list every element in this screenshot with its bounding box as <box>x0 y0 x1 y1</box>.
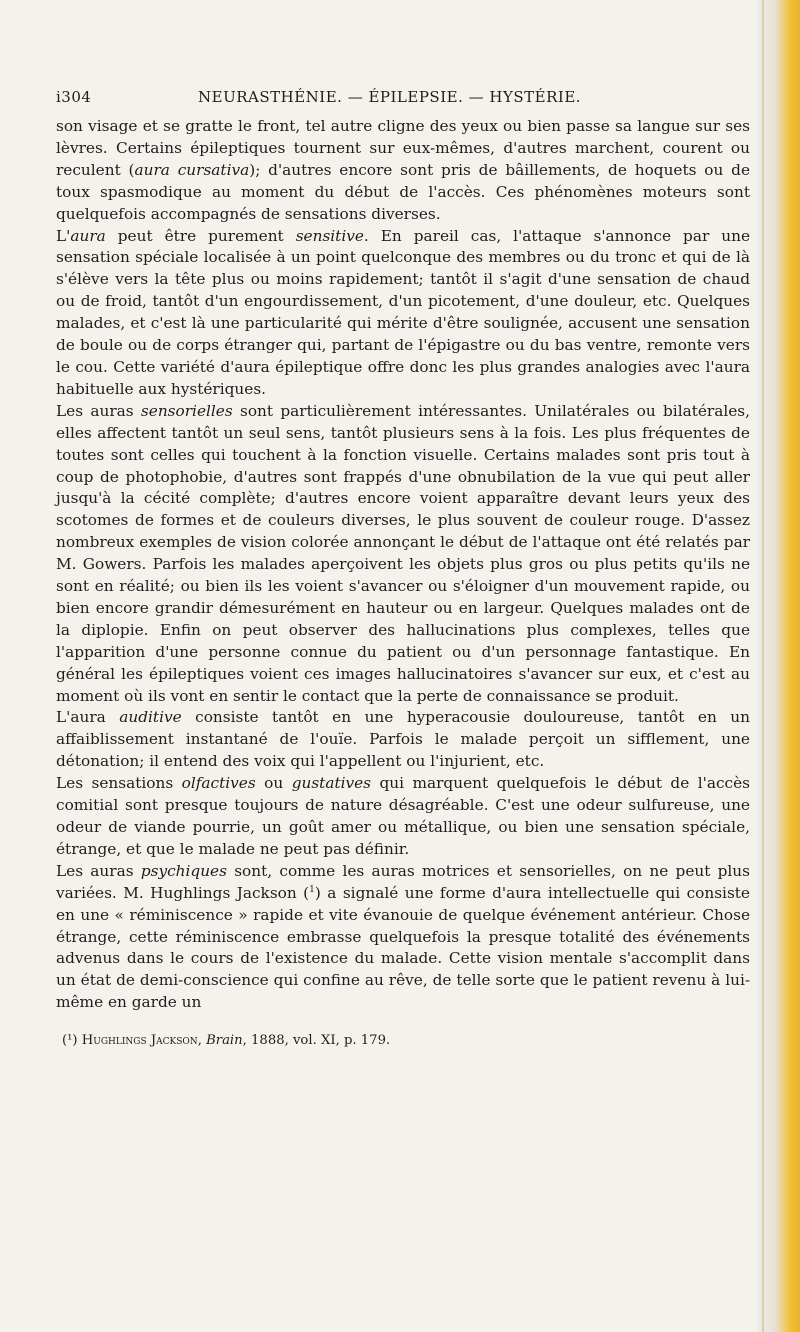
page-content <box>56 88 750 1050</box>
page-edge <box>758 0 800 1332</box>
paragraph <box>56 707 750 773</box>
text-segment: L'aura <box>56 708 120 727</box>
text-segment: consiste tantôt en une hyperacousie douloureuse, tantôt en un affaiblissement instantané de l'ouïe. Parfois le malade perçoit un sifflement, une détonation; il entend des voix qui l'appellent ou l'injurient, etc. <box>56 708 750 771</box>
text-segment: ou <box>255 774 292 793</box>
text-segment: L' <box>56 226 71 245</box>
paragraph <box>56 401 750 708</box>
italic-term: gustatives <box>291 774 372 793</box>
text-segment: Les auras <box>56 861 141 880</box>
text-segment: Les sensations <box>56 774 182 793</box>
footnote-ref: 1 <box>309 884 315 895</box>
footnote-author: Hughlings Jackson <box>81 1033 198 1049</box>
text-segment: son visage et se gratte le front, tel autre cligne des yeux ou bien passe sa langue sur ses lèvres. Certains épileptiques tournent sur eux-mêmes, d'autres marchent, courent ou reculent ( <box>56 117 750 179</box>
italic-term: psychiques <box>140 861 227 880</box>
text-segment: qui marquent quelquefois le début de l'accès comitial sont presque toujours de nature désagréable. C'est une odeur sulfureuse, une odeur de viande pourrie, un goût amer ou métallique, ou bien une sensation spéciale, étrange, et que le malade ne peut pas définir. <box>56 774 750 858</box>
text-segment: ) a signalé une forme d'aura intellectuelle qui consiste en une « réminiscence » rapide et vite évanouie de quelque événement antérieur. Chose étrange, cette réminiscence embrasse quelquefois la presque totalité des événements advenus dans le cours de l'existence du malade. Cette vision mentale s'accomplit dans un état de demi-conscience qui confine au rêve, de telle sorte que le patient revenu à lui-même en garde un <box>56 883 750 1012</box>
text-segment: sont particulièrement intéressantes. Unilatérales ou bilatérales, elles affectent tantôt un seul sens, tantôt plusieurs sens à la fois. Les plus fréquentes de toutes sont celles qui touchent à la fonction visuelle. Certains malades sont pris tout à coup de photophobie, d'autres sont frappés d'une obnubilation de la vue qui peut aller jusqu'à la cécité complète; d'autres encore voient apparaître devant leurs yeux des scotomes de formes et de couleurs diverses, le plus souvent de couleur rouge. D'assez nombreux exemples de vision colorée annonçant le début de l'attaque ont été relatés par M. Gowers. Parfois les malades aperçoivent les objets plus gros ou plus petits qu'ils ne sont en réalité; ou bien ils les voient s'avancer ou s'éloigner d'un mouvement rapide, ou bien encore grandir démesurément en hauteur ou en largeur. Quelques malades ont de la diplopie. Enfin on peut observer des hallucinations plus complexes, telles que l'apparition d'une personne connue du patient ou d'un personnage fantastique. En général les épileptiques voient ces images hallucinatoires s'avancer sur eux, et c'est au moment où ils vont en sentir le contact que la perte de connaissance se produit. <box>56 401 750 705</box>
page-fold-line <box>762 0 764 1332</box>
paragraph <box>56 116 750 226</box>
italic-term: aura <box>70 226 106 245</box>
running-title: NEURASTHÉNIE. — ÉPILEPSIE. — HYSTÉRIE. <box>198 88 582 106</box>
italic-term: aura cursativa <box>134 160 250 179</box>
italic-term: sensitive <box>295 226 364 245</box>
text-segment: sont, comme les auras motrices et sensorielles, on ne peut plus variées. M. Hughlings Jackson ( <box>56 861 750 902</box>
page-header <box>56 88 750 116</box>
text-segment: ); d'autres encore sont pris de bâillements, de hoquets ou de toux spasmodique au moment du début de l'accès. Ces phénomènes moteurs sont quelquefois accompagnés de sensations diverses. <box>56 160 750 223</box>
paragraph <box>56 861 750 1014</box>
text-segment: . En pareil cas, l'attaque s'annonce par une sensation spéciale localisée à un point quelconque des membres ou du tronc et qui de là s'élève vers la tête plus ou moins rapidement; tantôt il s'agit d'une sensation de chaud ou de froid, tantôt d'un engourdissement, d'un picotement, d'une douleur, etc. Quelques malades, et c'est là une particularité qui mérite d'être soulignée, accusent une sensation de boule ou de corps étranger qui, partant de l'épigastre ou du bas ventre, remonte vers le cou. Cette variété d'aura épileptique offre donc les plus grandes analogies avec l'aura habituelle aux hystériques. <box>56 226 750 398</box>
footnote: (¹) Hughlings Jackson, Brain, 1888, vol. XI, p. 179. <box>62 1033 391 1049</box>
italic-term: auditive <box>119 708 182 727</box>
text-segment: Les auras <box>56 401 141 420</box>
paragraph <box>56 226 750 401</box>
footnote-marker: (¹) <box>62 1033 78 1049</box>
paragraph <box>56 773 750 861</box>
page-number: i304 <box>56 88 92 106</box>
italic-term: sensorielles <box>140 401 233 420</box>
text-segment: peut être purement <box>105 226 296 245</box>
body-text <box>56 116 750 1014</box>
footnote-details: , 1888, vol. XI, p. 179. <box>242 1033 391 1049</box>
footnote-journal: Brain <box>206 1033 243 1049</box>
italic-term: olfactives <box>181 774 256 793</box>
